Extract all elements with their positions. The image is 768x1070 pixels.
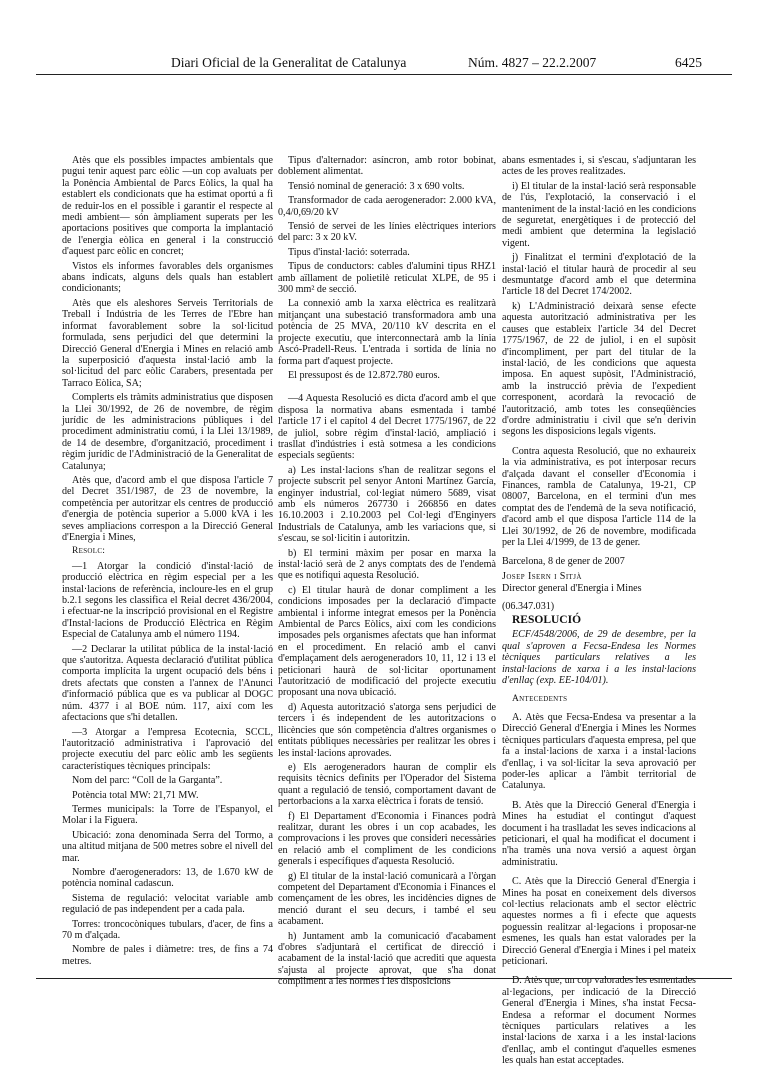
paragraph: D. Atès que, un cop valorades les esmentades al·legacions, per indicació de la Direcció General d'Energia i Mines, s'ha instat Fecsa-Endesa a reformar el document Normes tècniques particulars relatives a les instal·lacions de xarxa i a les instal·lacions d'enllaç, amb el contingut d'aquelles esmenes les quals han estat acceptades. <box>502 975 696 1067</box>
spec-item: Tipus de conductors: cables d'alumini tipus RHZ1 amb aïllament de polietilè reticulat XLPE, de 95 i 300 mm² de secció. <box>278 261 496 296</box>
spec-item: Nombre de pales i diàmetre: tres, de fins a 74 metres. <box>62 944 273 967</box>
issue-number: Núm. 4827 – 22.2.2007 <box>468 55 597 70</box>
paragraph: —2 Declarar la utilitat pública de la instal·lació que s'autoritza. Aquesta declaració d'utilitat pública comporta implícita la urgent ocupació dels béns i drets afectats que consten a l'annex de l'Anunci d'informació pública que es va publicar al DOGC núm. 4377 i al BOE núm. 117, així com les afectacions que s'hi detallen. <box>62 643 273 724</box>
column-2 <box>278 155 496 991</box>
condition-item: e) Els aerogeneradors hauran de complir els requisits tècnics definits per l'Operador del Sistema quant a regulació de tensió, comportament davant de pertorbacions a la xarxa elèctrica i forats de tensió. <box>278 761 496 808</box>
spec-item: Sistema de regulació: velocitat variable amb regulació de pas independent per a cada pala. <box>62 892 273 916</box>
condition-item: b) El termini màxim per posar en marxa la instal·lació serà de 2 anys comptats des de l'endemà que es notifiqui aquesta Resolució. <box>278 547 496 582</box>
spec-item: Tensió de servei de les línies elèctriques interiors del parc: 3 x 20 kV. <box>278 221 496 244</box>
signatory-role: Director general d'Energia i Mines <box>502 583 642 595</box>
condition-item: h) Juntament amb la comunicació d'acabament d'obres s'adjuntarà el certificat de direcció i acabament de la instal·lació que acrediti que aquesta s'ajusta al projecte aprovat, que s'ha donat compliment a les normes i les disposicions <box>278 930 496 988</box>
spec-item: Termes municipals: la Torre de l'Espanyol, el Molar i la Figuera. <box>62 803 273 827</box>
paragraph: Vistos els informes favorables dels organismes abans indicats, alguns dels quals han establert condicionants; <box>62 260 273 295</box>
spec-item: Tipus d'instal·lació: soterrada. <box>288 246 410 258</box>
signatory-name: Josep Isern i Sitjà <box>502 570 582 582</box>
paragraph: El pressupost és de 12.872.780 euros. <box>288 369 440 381</box>
spec-item: Ubicació: zona denominada Serra del Tormo, a una altitud mitjana de 500 metres sobre el nivell del mar. <box>62 829 273 864</box>
paragraph: A. Atès que Fecsa-Endesa va presentar a la Direcció General d'Energia i Mines les Normes tècniques particulars d'aquesta empresa, pel que fa a instal·lacions de xarxa i a instal·lacions d'enllaç, i va sol·licitar la seva aprovació per poder-les aplicar a l'àmbit territorial de Catalunya. <box>502 711 696 792</box>
spec-item: Transformador de cada aerogenerador: 2.000 kVA, 0,4/0,69/20 kV <box>278 195 496 218</box>
paragraph: La connexió amb la xarxa elèctrica es realitzarà mitjançant una subestació transformadora amb una potència de 25 MVA, 20/110 kV descrita en el projecte executiu, que interconnectarà amb la línia Ascó-Pradell-Reus. L'entrada i sortida de línia no forma part d'aquest projecte. <box>278 298 496 367</box>
column-3 <box>502 155 696 1070</box>
resolution-description: ECF/4548/2006, de 29 de desembre, per la qual s'aproven a Fecsa-Endesa les Normes tècniques particulars relatives a les instal·lacions de xarxa i a les instal·lacions d'enllaç (exp. EE-104/01). <box>502 629 696 687</box>
condition-item: g) El titular de la instal·lació comunicarà a l'òrgan competent del Departament d'Economia i Finances el començament de les obres, les incidències dignes de menció durant el seu decurs, i també el seu acabament. <box>278 870 496 928</box>
condition-item: a) Les instal·lacions s'han de realitzar segons el projecte subscrit pel senyor Antoni Martínez García, enginyer industrial, col·legiat número 5689, visat amb els números 267730 i 266856 en dates 16.10.2003 i 2.10.2003 pel Col·legi d'Enginyers Industrials de Catalunya, amb les variacions que, si s'escau, se sol·licitin i autoritzin. <box>278 464 496 545</box>
spec-item: Nom del parc: “Coll de la Garganta”. <box>72 775 223 787</box>
condition-item: j) Finalitzat el termini d'explotació de la instal·lació el titular haurà de procedir al seu desmuntatge d'acord amb el que determina l'article 18 del Decret 174/2002. <box>502 252 696 298</box>
footer-rule <box>36 978 732 979</box>
paragraph: Complerts els tràmits administratius que disposen la Llei 30/1992, de 26 de novembre, de règim jurídic de les administracions públiques i del procediment administratiu comú, i la Llei 13/1989, de 14 de desembre, d'organització, procediment i règim jurídic de l'Administració de la Generalitat de Catalunya; <box>62 392 274 472</box>
spec-item: Tensió nominal de generació: 3 x 690 volts. <box>288 180 465 192</box>
place-date: Barcelona, 8 de gener de 2007 <box>502 556 625 568</box>
paragraph: Atès que els aleshores Serveis Territorials de Treball i Indústria de les Terres de l'Ebre han informat favorablement sobre la sol·licitud formulada, sens perjudici del que determini la Direcció General d'Energia i Mines en relació amb la superposició d'aquesta instal·lació amb la sol·licitud del parc eòlic Carabers, presentada per Tarraco Eòlica, SA; <box>62 297 273 389</box>
paragraph: C. Atès que la Direcció General d'Energia i Mines ha posat en coneixement dels diversos col·lectius relacionats amb el sector elèctric aquestes normes a fi i efecte que aquests poguessin realitzar al·legacions i proposar-ne esmenes, les quals han estat valorades per la Direcció General d'Energia i Mines i pel mateix peticionari. <box>502 876 696 967</box>
condition-item: f) El Departament d'Economia i Finances podrà realitzar, durant les obres i un cop acabades, les comprovacions i les proves que consideri necessàries en relació amb el compliment de les condicions generals i específiques d'aquesta Resolució. <box>278 810 496 868</box>
spec-item: Tipus d'alternador: asíncron, amb rotor bobinat, doblement alimentat. <box>278 155 496 178</box>
page-number: 6425 <box>675 55 702 70</box>
condition-item: d) Aquesta autorització s'atorga sens perjudici de tercers i és independent de les autoritzacions o llicències que són competència d'altres organismes o entitats públiques necessàries per realitzar les obres i les instal·lacions aprovades. <box>278 701 496 759</box>
spec-item: Nombre d'aerogeneradors: 13, de 1.670 kW de potència nominal cadascun. <box>62 866 273 890</box>
paragraph: B. Atès que la Direcció General d'Energia i Mines ha estudiat el contingut d'aquest document i ha traslladat les seves indicacions al peticionari, el qual ha modificat el document i n'ha tramès una nova versió a aquest òrgan administratiu. <box>502 799 696 868</box>
paragraph: —4 Aquesta Resolució es dicta d'acord amb el que disposa la normativa abans esmentada i també l'article 17 i el capítol 4 del Decret 1775/1967, de 22 de juliol, sobre règim d'instal·lació, ampliació i trasllat d'indústries i està sotmesa a les condicions especials següents: <box>278 393 496 462</box>
spec-item: Potència total MW: 21,71 MW. <box>72 789 199 801</box>
condition-item: k) L'Administració deixarà sense efecte aquesta autorització administrativa per les causes que estableix l'article 34 del Decret 1775/1967, de 22 de juliol, i en el supòsit d'incompliment, per part del titular de la instal·lació, de les condicions que aquesta imposa. En aquest supòsit, l'Administració, amb la instrucció prèvia de l'expedient corresponent, acordarà la revocació de l'autorització, amb totes les conseqüències d'ordre administratiu i civil que se'n derivin segons les disposicions legals vigents. <box>502 300 696 438</box>
condition-item: c) El titular haurà de donar compliment a les condicions imposades per la declaració d'impacte ambiental i informe integrat emesos per la Ponència Ambiental de Parcs Eòlics, així com les condicions imposades pels organismes afectats que han informat en el procediment. En relació amb el canvi d'emplaçament dels aerogeneradors 10, 11, 12 i 13 el peticionari haurà de sol·licitar oportunament l'autorització de modificació del projecte executiu proposant una nova ubicació. <box>278 584 496 699</box>
section-heading-antecedents: Antecedents <box>512 694 568 705</box>
page-header <box>36 52 732 75</box>
section-heading-resolc: Resolc: <box>72 546 106 557</box>
journal-title: Diari Oficial de la Generalitat de Catalunya <box>171 55 407 70</box>
paragraph: Atès que, d'acord amb el que disposa l'article 7 del Decret 351/1987, de 23 de novembre, la competència per autoritzar els centres de producció d'energia de potència superior a 5.000 kVA i les seves ampliacions correspon a la Direcció General d'Energia i Mines, <box>62 474 273 543</box>
paragraph: —1 Atorgar la condició d'instal·lació de producció elèctrica en règim especial per a les instal·lacions de referència, incloure-les en el grup b.2.1 segons les classifica el Reial decret 436/2004, i efectuar-ne la inscripció provisional en el Registre d'Instal·lacions de Producció Elèctrica en Règim Especial de Catalunya amb el número 1194. <box>62 560 273 641</box>
reference-code: (06.347.031) <box>502 600 555 612</box>
paragraph: Atès que els possibles impactes ambientals que pugui tenir aquest parc eòlic —un cop avaluats per la Ponència Ambiental de Parcs Eòlics, la qual ha establert els condicionats que ha estimat oportú a fi de reduir-los en el possible i garantir el respecte al medi ambient— són àmpliament superats per les aportacions positives que comporta la implantació de l'energia eòlica en general i la construcció d'aquest parc eòlic en concret; <box>62 155 273 258</box>
spec-item: Torres: troncocòniques tubulars, d'acer, de fins a 70 m d'alçada. <box>62 918 273 941</box>
column-1 <box>62 155 273 970</box>
paragraph: Contra aquesta Resolució, que no exhaureix la via administrativa, es pot interposar recurs d'alçada davant el conseller d'Economia i Finances, rambla de Catalunya, 19-21, CP 08007, Barcelona, en el termini d'un mes comptat des de l'endemà de la seva notificació, d'acord amb el que disposa l'article 114 de la Llei 30/1992, de 26 de novembre, modificada per la Llei 4/1999, de 13 de gener. <box>502 445 696 548</box>
condition-item: i) El titular de la instal·lació serà responsable de l'ús, l'explotació, la conservació i el manteniment de la instal·lació en les condicions de seguretat, energètiques i de protecció del medi ambient que determina la legislació vigent. <box>502 180 696 249</box>
paragraph: abans esmentades i, si s'escau, s'adjuntaran les actes de les proves realitzades. <box>502 155 696 178</box>
resolution-title: RESOLUCIÓ <box>512 614 582 627</box>
paragraph: —3 Atorgar a l'empresa Ecotecnia, SCCL, l'autorització administrativa i l'aprovació del projecte executiu del parc eòlic amb les següents característiques tècniques principals: <box>62 726 273 772</box>
